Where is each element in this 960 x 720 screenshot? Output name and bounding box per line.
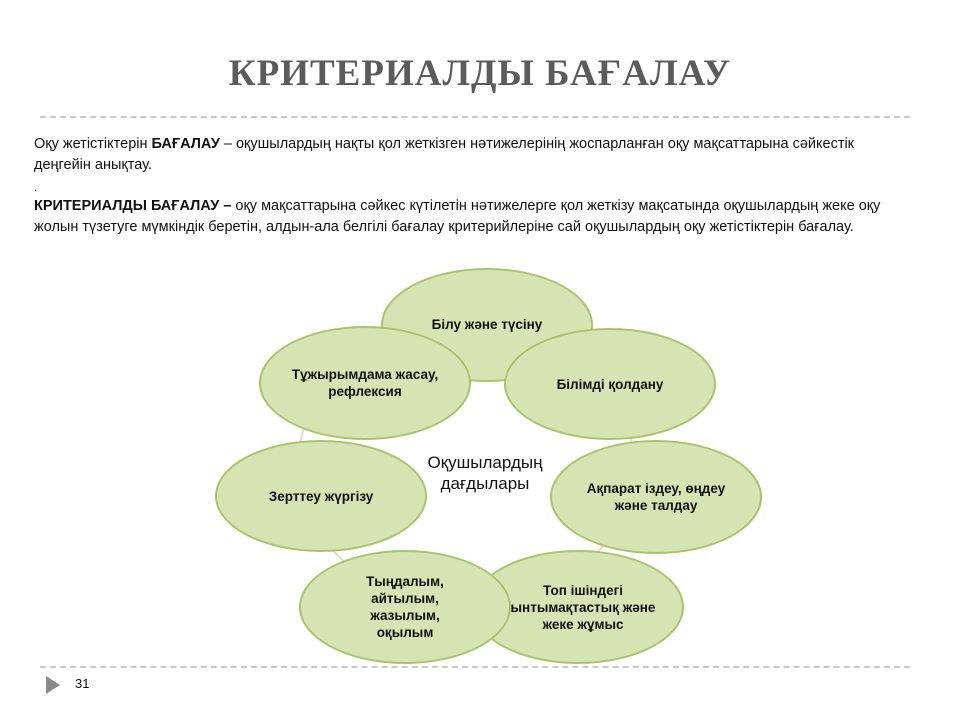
node-tuzhyrymdama-label: Тұжырымдама жасау, рефлексия bbox=[291, 367, 439, 399]
play-arrow-shape bbox=[46, 676, 60, 694]
node-apply-knowledge-label: Білімді қолдану bbox=[556, 376, 664, 392]
definition-bagalau-text: – оқушылардың нақты қол жеткізген нәтижелерінің жоспарланған оқу мақсаттарына сәйкестік деңгейін анықтау. bbox=[34, 136, 855, 173]
node-information-processing bbox=[550, 440, 762, 554]
node-teamwork-label: Топ ішіндегі ынтымақтастық және жеке жұмыс bbox=[510, 582, 656, 632]
definition-bagalau-prefix: Оқу жетістіктерін bbox=[34, 136, 152, 152]
definition-bagalau-term: БАҒАЛАУ bbox=[151, 136, 220, 152]
node-language-skills bbox=[299, 550, 511, 664]
play-arrow-icon bbox=[44, 674, 64, 696]
node-research-label: Зерттеу жүргізу bbox=[268, 488, 374, 504]
node-tuzhyrymdama bbox=[259, 326, 471, 440]
bottom-divider bbox=[40, 666, 910, 668]
node-knowledge-understanding-label: Білу және түсіну bbox=[431, 317, 543, 332]
node-apply-knowledge bbox=[504, 328, 716, 440]
definition-criterial-text: оқу мақсаттарына сәйкес күтілетін нәтижелерге қол жеткізу мақсатында оқушылардың жеке оқу жолын түзетуге мүмкіндік беретін, алдын-ала белгілі бағалау критерийлеріне сай оқушылардың оқу жетістіктерін бағалау. bbox=[34, 198, 881, 235]
diagram-center-label: Оқушылардың дағдылары bbox=[427, 453, 543, 493]
node-information-processing-label: Ақпарат іздеу, өңдеу және талдау bbox=[586, 481, 726, 513]
node-language-skills-label: Тыңдалым, айтылым, жазылым, оқылым bbox=[366, 574, 444, 640]
page-number: 31 bbox=[75, 676, 90, 691]
separator-dot: . bbox=[34, 180, 38, 194]
definition-criterial-term: КРИТЕРИАЛДЫ БАҒАЛАУ – bbox=[34, 198, 232, 214]
page-title: КРИТЕРИАЛДЫ БАҒАЛАУ bbox=[228, 53, 732, 94]
